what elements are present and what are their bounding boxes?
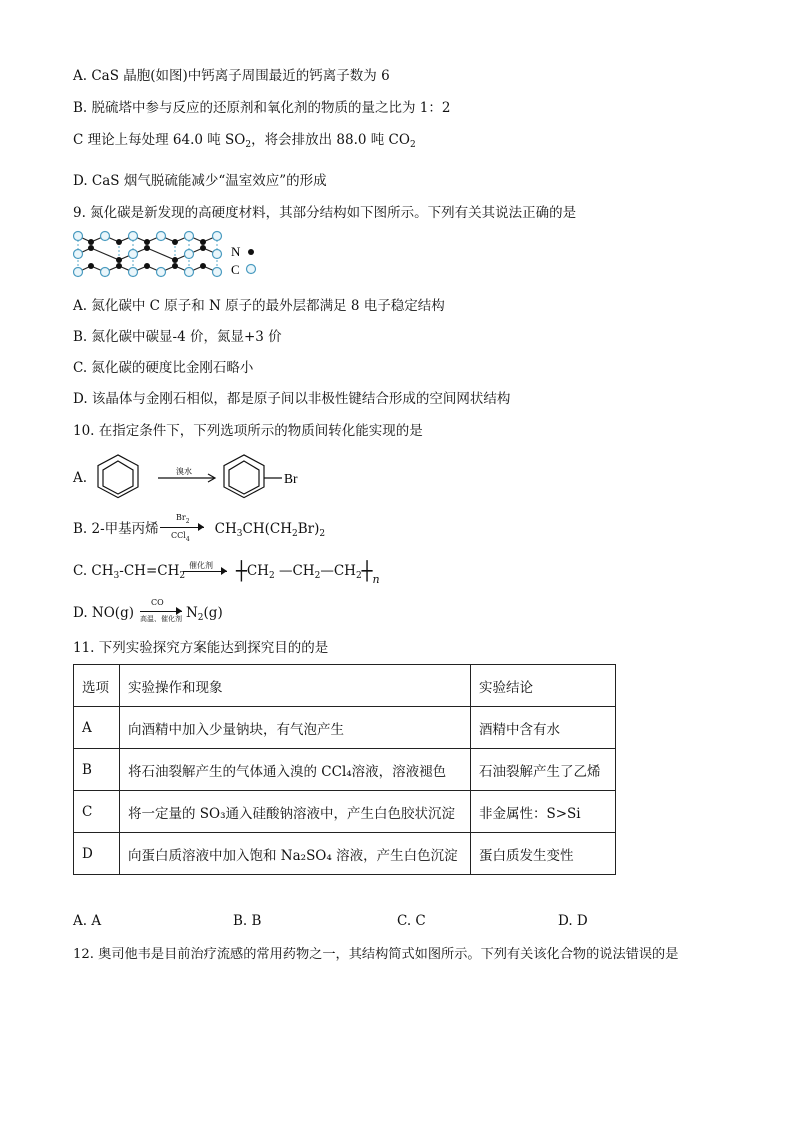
q11-answer-c: C. C: [397, 913, 426, 929]
header-option: 选项: [74, 665, 120, 707]
carbon-atom-icon: [247, 265, 256, 274]
b-arrow-top: $Br_2$: [176, 513, 190, 525]
header-conclusion: 实验结论: [471, 665, 616, 707]
table-header-row: [74, 665, 616, 707]
row-conclusion: 蛋白质发生变性: [471, 833, 616, 875]
q11-answer-d: D. D: [558, 913, 588, 929]
q12-stem: 12. 奥司他韦是目前治疗流感的常用药物之一，其结构简式如图所示。下列有关该化合物的说法错误的是: [73, 947, 679, 962]
row-label: C: [74, 791, 120, 833]
row-label: D: [74, 833, 120, 875]
q9-option-c: C. 氮化碳的硬度比金刚石略小: [73, 360, 254, 376]
benzene-reaction-figure: [92, 454, 312, 500]
polymer-structure: $┼CH_2$ $—CH_2—CH_2┼_n$: [236, 561, 380, 586]
q8-option-c: C 理论上每处理 64.0 吨 $SO_2$，将会排放出 88.0 吨 $CO_2$: [73, 132, 416, 150]
q8-option-d: D. CaS 烟气脱硫能减少“温室效应”的形成: [73, 173, 327, 189]
q9-option-b: B. 氮化碳中碳显-4 价，氮显+3 价: [73, 329, 282, 345]
table-row: [74, 833, 616, 875]
d-arrow-top: CO: [151, 598, 164, 607]
header-operation: 实验操作和现象: [120, 665, 471, 707]
row-operation: 将一定量的 SO₃通入硅酸钠溶液中，产生白色胶状沉淀: [120, 791, 471, 833]
b-arrow-bottom: CCl$_4$: [171, 531, 190, 543]
nitrogen-atom-icon: [248, 249, 254, 255]
row-operation: 向蛋白质溶液中加入饱和 Na₂SO₄ 溶液，产生白色沉淀: [120, 833, 471, 875]
q11-stem: 11. 下列实验探究方案能达到探究目的的是: [73, 640, 329, 656]
row-conclusion: 非金属性：S>Si: [471, 791, 616, 833]
q10-option-a-label: A.: [73, 470, 88, 486]
c-catalyst-label: 催化剂: [189, 561, 213, 570]
d-arrow-bottom: 高温、催化剂: [140, 615, 182, 623]
bromo-substituent-label: Br: [284, 471, 298, 486]
carbon-nitride-structure-figure: [73, 228, 273, 284]
q9-option-d: D. 该晶体与金刚石相似，都是原子间以非极性键结合形成的空间网状结构: [73, 391, 511, 407]
table-row: [74, 707, 616, 749]
table-row: [74, 749, 616, 791]
row-label: B: [74, 749, 120, 791]
table-row: [74, 791, 616, 833]
row-label: A: [74, 707, 120, 749]
q10-option-c: C. $CH_3-CH=CH_2$: [73, 563, 186, 581]
q10-option-b: B. 2-甲基丙烯 $CH_3CH(CH_2Br)_2$: [73, 521, 326, 539]
row-operation: 向酒精中加入少量钠块，有气泡产生: [120, 707, 471, 749]
row-conclusion: 酒精中含有水: [471, 707, 616, 749]
q10-stem: 10. 在指定条件下，下列选项所示的物质间转化能实现的是: [73, 423, 423, 439]
legend-n-label: N: [231, 244, 241, 259]
q11-answer-a: A. A: [73, 913, 102, 929]
q9-option-a: A. 氮化碳中 C 原子和 N 原子的最外层都满足 8 电子稳定结构: [73, 298, 445, 314]
q10-option-d: D. NO(g) $N_2(g)$: [73, 605, 223, 623]
bromine-water-label: 溴水: [176, 467, 192, 476]
row-operation: 将石油裂解产生的气体通入溴的 CCl₄溶液，溶液褪色: [120, 749, 471, 791]
q9-stem: 9. 氮化碳是新发现的高硬度材料，其部分结构如下图所示。下列有关其说法正确的是: [73, 205, 577, 221]
row-conclusion: 石油裂解产生了乙烯: [471, 749, 616, 791]
c-arrow-head: [221, 567, 227, 575]
q8-option-a: A. CaS 晶胞(如图)中钙离子周围最近的钙离子数为 6: [73, 68, 390, 84]
b-arrow-head: [198, 523, 204, 531]
experiment-table: [73, 664, 616, 875]
q11-answer-b: B. B: [233, 913, 262, 929]
q8-option-b: B. 脱硫塔中参与反应的还原剂和氧化剂的物质的量之比为 1：2: [73, 100, 451, 116]
legend-c-label: C: [231, 262, 240, 277]
